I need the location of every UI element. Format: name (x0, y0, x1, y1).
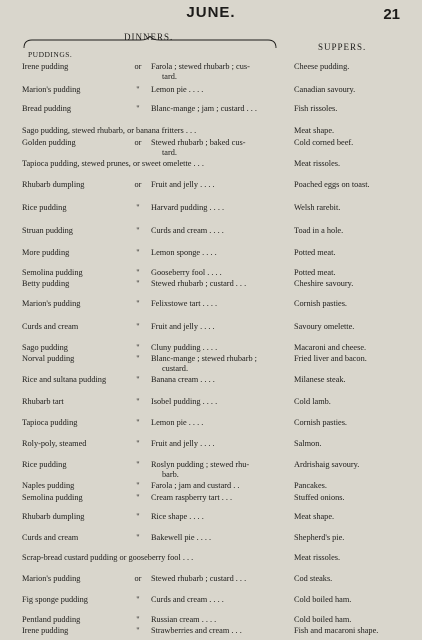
dinner-pudding: Pentland pudding (22, 615, 81, 624)
dinner-pudding: Irene pudding (22, 626, 69, 635)
dinner-alternative: Bakewell pie . . . . (151, 533, 212, 542)
dinner-alternative: Lemon sponge . . . . (151, 248, 217, 257)
supper-dish: Meat shape. (294, 512, 335, 521)
dinner-alternative: Fruit and jelly . . . . (151, 322, 215, 331)
dinner-alternative: Fruit and jelly . . . . (151, 439, 215, 448)
puddings-heading: PUDDINGS. (28, 50, 73, 59)
or-connector: " (136, 439, 140, 448)
supper-dish: Fish and macaroni shape. (294, 626, 379, 635)
dinner-pudding: Bread pudding (22, 104, 72, 113)
supper-dish: Cod steaks. (294, 574, 333, 583)
dinner-pudding: Rhubarb tart (22, 397, 64, 406)
supper-dish: Fried liver and bacon. (294, 354, 367, 363)
dinner-pudding: Semolina pudding (22, 493, 83, 502)
or-connector: " (136, 279, 140, 288)
supper-dish: Cold boiled ham. (294, 615, 352, 624)
dinner-pudding: Rice pudding (22, 203, 67, 212)
dinner-alternative: Blanc-mange ; stewed rhubarb ; (151, 354, 257, 363)
dinner-pudding: Rice pudding (22, 460, 67, 469)
or-connector: " (136, 512, 140, 521)
dinner-alternative-continued: barb. (162, 469, 179, 479)
dinner-pudding: Rhubarb dumpling (22, 180, 85, 189)
dinner-alternative: Stewed rhubarb ; custard . . . (151, 279, 247, 288)
or-connector: " (136, 268, 140, 277)
supper-dish: Savoury omelette. (294, 322, 355, 331)
or-connector: " (136, 615, 140, 624)
suppers-heading: SUPPERS. (318, 42, 367, 52)
supper-dish: Shepherd's pie. (294, 533, 345, 542)
dinner-alternative: Stewed rhubarb ; baked cus- (151, 138, 246, 147)
dinner-pudding: Sago pudding, stewed rhubarb, or banana fritters . . . (22, 126, 197, 135)
dinner-alternative: Farola ; stewed rhubarb ; cus- (151, 62, 250, 71)
dinner-pudding: Tapioca pudding, stewed prunes, or sweet omelette . . . (22, 159, 204, 168)
dinner-alternative: Russian cream . . . . (151, 615, 217, 624)
supper-dish: Salmon. (294, 439, 322, 448)
or-connector: or (134, 62, 142, 71)
dinner-pudding: Irene pudding (22, 62, 69, 71)
supper-dish: Meat rissoles. (294, 553, 341, 562)
dinner-pudding: More pudding (22, 248, 70, 257)
dinner-alternative: Strawberries and cream . . . (151, 626, 242, 635)
month-heading: JUNE. (186, 4, 236, 21)
supper-dish: Cold corned beef. (294, 138, 354, 147)
dinner-pudding: Rice and sultana pudding (22, 375, 107, 384)
supper-dish: Cold boiled ham. (294, 595, 352, 604)
supper-dish: Meat shape. (294, 126, 335, 135)
dinner-alternative: Rice shape . . . . (151, 512, 204, 521)
supper-dish: Canadian savoury. (294, 85, 356, 94)
dinner-alternative: Gooseberry fool . . . . (151, 268, 222, 277)
dinner-pudding: Tapioca pudding (22, 418, 78, 427)
dinner-pudding: Marion's pudding (22, 574, 81, 583)
supper-dish: Fish rissoles. (294, 104, 338, 113)
dinner-pudding: Struan pudding (22, 226, 73, 235)
dinner-pudding: Rhubarb dumpling (22, 512, 85, 521)
dinner-alternative: Fruit and jelly . . . . (151, 180, 215, 189)
dinner-alternative: Curds and cream . . . . (151, 595, 224, 604)
dinner-alternative: Banana cream . . . . (151, 375, 215, 384)
dinner-pudding: Curds and cream (22, 533, 79, 542)
supper-dish: Stuffed onions. (294, 493, 345, 502)
dinners-brace (22, 36, 278, 50)
dinner-pudding: Marion's pudding (22, 85, 81, 94)
or-connector: " (136, 460, 140, 469)
dinner-pudding: Marion's pudding (22, 299, 81, 308)
dinner-pudding: Fig sponge pudding (22, 595, 88, 604)
dinner-pudding: Norval pudding (22, 354, 75, 363)
dinner-alternative: Stewed rhubarb ; custard . . . (151, 574, 247, 583)
dinner-alternative: Felixstowe tart . . . . (151, 299, 218, 308)
dinner-pudding: Curds and cream (22, 322, 79, 331)
dinner-pudding: Sago pudding (22, 343, 68, 352)
dinner-pudding: Semolina pudding (22, 268, 83, 277)
supper-dish: Welsh rarebit. (294, 203, 341, 212)
supper-dish: Potted meat. (294, 268, 336, 277)
supper-dish: Poached eggs on toast. (294, 180, 370, 189)
or-connector: " (136, 104, 140, 113)
or-connector: " (136, 595, 140, 604)
dinner-pudding: Naples pudding (22, 481, 75, 490)
or-connector: " (136, 375, 140, 384)
supper-dish: Ardrishaig savoury. (294, 460, 360, 469)
supper-dish: Cornish pasties. (294, 299, 348, 308)
supper-dish: Meat rissoles. (294, 159, 341, 168)
supper-dish: Cheese pudding. (294, 62, 350, 71)
dinner-alternative: Lemon pie . . . . (151, 85, 204, 94)
dinner-alternative: Farola ; jam and custard . . (151, 481, 240, 490)
or-connector: or (134, 574, 142, 583)
dinner-alternative: Curds and cream . . . . (151, 226, 224, 235)
supper-dish: Cheshire savoury. (294, 279, 354, 288)
or-connector: " (136, 85, 140, 94)
or-connector: " (136, 493, 140, 502)
or-connector: " (136, 418, 140, 427)
supper-dish: Pancakes. (294, 481, 327, 490)
or-connector: " (136, 354, 140, 363)
dinner-alternative: Cluny pudding . . . . (151, 343, 218, 352)
supper-dish: Cornish pasties. (294, 418, 348, 427)
dinner-alternative: Roslyn pudding ; stewed rhu- (151, 460, 250, 469)
or-connector: " (136, 226, 140, 235)
page-number: 21 (383, 6, 400, 23)
dinner-alternative: Lemon pie . . . . (151, 418, 204, 427)
dinner-alternative-continued: custard. (162, 363, 189, 373)
dinner-alternative: Harvard pudding . . . . (151, 203, 225, 212)
or-connector: or (134, 138, 142, 147)
supper-dish: Macaroni and cheese. (294, 343, 367, 352)
supper-dish: Potted meat. (294, 248, 336, 257)
dinner-alternative-continued: tard. (162, 147, 177, 157)
or-connector: " (136, 248, 140, 257)
dinners-heading: DINNERS. (124, 32, 174, 42)
dinner-alternative-continued: tard. (162, 71, 177, 81)
or-connector: or (134, 180, 142, 189)
dinner-pudding: Betty pudding (22, 279, 70, 288)
or-connector: " (136, 203, 140, 212)
dinner-alternative: Isobel pudding . . . . (151, 397, 218, 406)
dinner-pudding: Scrap-bread custard pudding or gooseberry fool . . . (22, 553, 194, 562)
or-connector: " (136, 533, 140, 542)
dinner-alternative: Cream raspberry tart . . . (151, 493, 233, 502)
or-connector: " (136, 397, 140, 406)
or-connector: " (136, 343, 140, 352)
or-connector: " (136, 322, 140, 331)
supper-dish: Milanese steak. (294, 375, 346, 384)
supper-dish: Cold lamb. (294, 397, 331, 406)
or-connector: " (136, 481, 140, 490)
or-connector: " (136, 299, 140, 308)
dinner-alternative: Blanc-mange ; jam ; custard . . . (151, 104, 257, 113)
supper-dish: Toad in a hole. (294, 226, 344, 235)
dinner-pudding: Roly-poly, steamed (22, 439, 87, 448)
or-connector: " (136, 626, 140, 635)
dinner-pudding: Golden pudding (22, 138, 76, 147)
